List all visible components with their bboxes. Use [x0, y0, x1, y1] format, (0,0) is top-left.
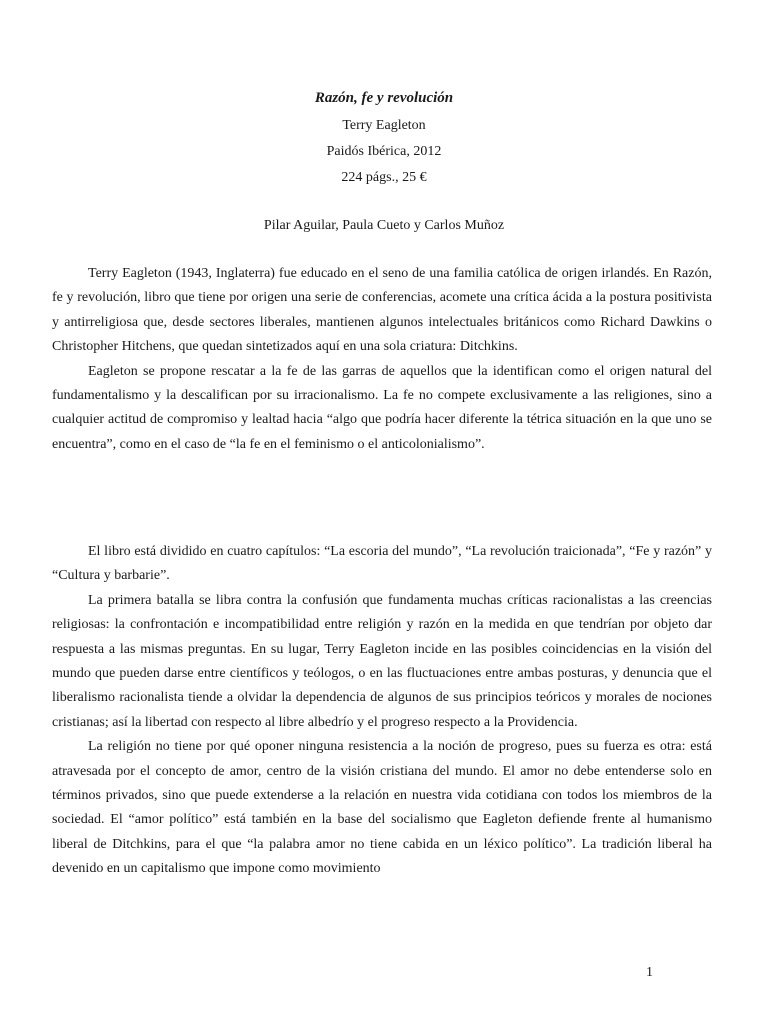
paragraph: La religión no tiene por qué oponer ninguna resistencia a la noción de progreso, pues su fuerza es otra: está atravesada por el concepto de amor, centro de la visión cristiana del mundo. El amor no debe entenderse solo en términos privados, sino que puede extenderse a la relación en nuestra vida cotidiana con todos los miembros de la sociedad. El “amor político” está también en la base del socialismo que Eagleton defiende frente al humanismo liberal de Ditchkins, para el que “la palabra amor no tiene cabida en un léxico político”. La tradición liberal ha devenido en un capitalismo que impone como movimiento: [52, 739, 712, 877]
book-author: Terry Eagleton: [342, 118, 426, 133]
book-details: 224 págs., 25 €: [341, 170, 427, 185]
paragraph: El libro está dividido en cuatro capítulos: “La escoria del mundo”, “La revolución traicionada”, “Fe y razón” y “Cultura y barbarie”.: [52, 544, 712, 584]
page-number: 1: [646, 965, 653, 980]
review-body-part-2: [52, 540, 712, 882]
book-title: Razón, fe y revolución: [314, 90, 454, 106]
paragraph: Eagleton se propone rescatar a la fe de las garras de aquellos que la identifican como el origen natural del fundamentalismo y la descalifican por su irracionalismo. La fe no compete exclusivamente a las religiones, sino a cualquier actitud de compromiso y lealtad hacia “algo que podría hacer diferente la tétrica situación en la que uno se encuentra”, como en el caso de “la fe en el feminismo o el anticolonialismo”.: [52, 363, 712, 452]
review-authors: Pilar Aguilar, Paula Cueto y Carlos Muñoz: [263, 218, 505, 233]
review-body-part-1: [52, 262, 712, 457]
paragraph: Terry Eagleton (1943, Inglaterra) fue educado en el seno de una familia católica de origen irlandés. En Razón, fe y revolución, libro que tiene por origen una serie de conferencias, acomete una crítica ácida a la postura positivista y antirreligiosa que, desde sectores liberales, mantienen algunos intelectuales británicos como Richard Dawkins o Christopher Hitchens, que quedan sintetizados aquí en una sola criatura: Ditchkins.: [52, 266, 712, 355]
book-publisher: Paidós Ibérica, 2012: [326, 144, 442, 159]
paragraph: La primera batalla se libra contra la confusión que fundamenta muchas críticas racionalistas a las creencias religiosas: la confrontación e incompatibilidad entre religión y razón en la medida en que tendrían por objeto dar respuesta a las mismas preguntas. En su lugar, Terry Eagleton incide en las posibles coincidencias en la visión del mundo que pueden darse entre científicos y teólogos, o en las fluctuaciones entre ambas posturas, y denuncia que el liberalismo racionalista tiende a olvidar la dependencia de algunos de sus principios teóricos y morales de nociones cristianas; así la libertad con respecto al libre albedrío y el progreso respecto a la Providencia.: [52, 592, 712, 730]
